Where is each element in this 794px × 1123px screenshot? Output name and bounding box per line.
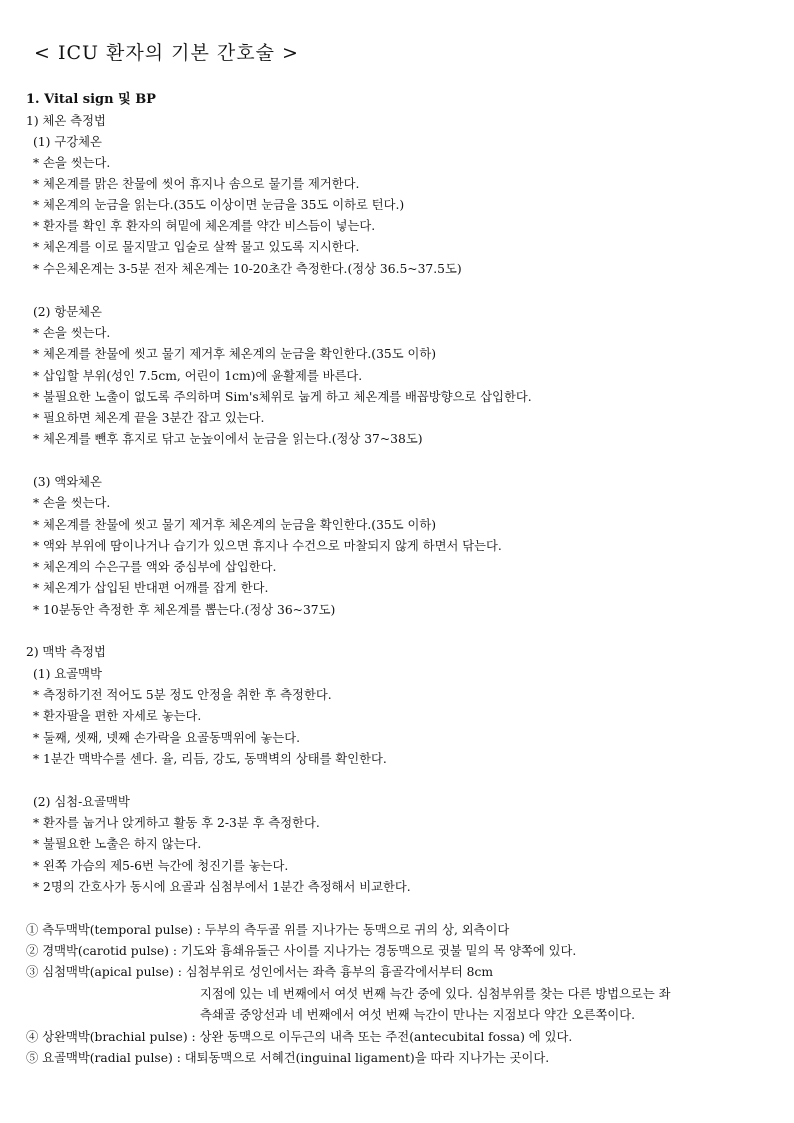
list-item: * 체온계의 수은구를 액와 중심부에 삽입한다. — [33, 560, 277, 574]
list-item: * 수은체온계는 3-5분 전자 체온계는 10-20초간 측정한다.(정상 36.5~37.5도) — [33, 262, 462, 276]
list-item: * 환자팔을 편한 자세로 놓는다. — [33, 709, 202, 723]
pulse-definition: ② 경맥박(carotid pulse) : 기도와 흉쇄유돌근 사이를 지나가는 경동맥으로 귓불 밑의 목 양쪽에 있다. — [26, 944, 577, 958]
list-item: * 불필요한 노출이 없도록 주의하며 Sim's체위로 눕게 하고 체온계를 배꼽방향으로 삽입한다. — [33, 390, 532, 404]
heading-apical-radial-pulse: (2) 심첨-요골맥박 — [33, 795, 130, 809]
list-item: * 1분간 맥박수를 센다. 율, 리듬, 강도, 동맥벽의 상태를 확인한다. — [33, 752, 387, 766]
heading-rectal-temperature: (2) 항문체온 — [33, 305, 102, 319]
list-item: * 체온계를 뺀후 휴지로 닦고 눈높이에서 눈금을 읽는다.(정상 37~38도) — [33, 432, 423, 446]
list-item: * 체온계를 찬물에 씻고 물기 제거후 체온계의 눈금을 확인한다.(35도 이하) — [33, 347, 437, 361]
pulse-definition: ⑤ 요골맥박(radial pulse) : 대퇴동맥으로 서혜건(inguinal ligament)을 따라 지나가는 곳이다. — [26, 1051, 550, 1065]
list-item: * 액와 부위에 땀이나거나 습기가 있으면 휴지나 수건으로 마찰되지 않게 하면서 닦는다. — [33, 539, 502, 553]
heading-oral-temperature: (1) 구강체온 — [33, 135, 102, 149]
pulse-definition: ① 측두맥박(temporal pulse) : 두부의 측두골 위를 지나가는 동맥으로 귀의 상, 외측이다 — [26, 923, 510, 937]
list-item: * 손을 씻는다. — [33, 496, 111, 510]
heading-radial-pulse: (1) 요골맥박 — [33, 667, 102, 681]
page-title: < ICU 환자의 기본 간호술 > — [34, 42, 299, 64]
list-item: * 환자를 확인 후 환자의 혀밑에 체온계를 약간 비스듬이 넣는다. — [33, 219, 376, 233]
list-item: * 환자를 눕거나 앉게하고 활동 후 2-3분 후 측정한다. — [33, 816, 320, 830]
list-item: * 체온계가 삽입된 반대편 어깨를 잡게 한다. — [33, 581, 269, 595]
heading-axillary-temperature: (3) 액와체온 — [33, 475, 102, 489]
list-item: * 2명의 간호사가 동시에 요골과 심첨부에서 1분간 측정해서 비교한다. — [33, 880, 411, 894]
list-item: * 불필요한 노출은 하지 않는다. — [33, 837, 202, 851]
list-item: * 체온계의 눈금을 읽는다.(35도 이상이면 눈금을 35도 이하로 턴다.) — [33, 198, 405, 212]
pulse-definition-continuation: 지점에 있는 네 번째에서 여섯 번째 늑간 중에 있다. 심첨부위를 찾는 다른 방법으로는 좌 — [200, 987, 671, 1001]
subsection-heading-pulse: 2) 맥박 측정법 — [26, 645, 106, 659]
list-item: * 손을 씻는다. — [33, 326, 111, 340]
pulse-definition: ③ 심첨맥박(apical pulse) : 심첨부위로 성인에서는 좌측 흉부의 흉골각에서부터 8cm — [26, 965, 494, 979]
list-item: * 측정하기전 적어도 5분 정도 안정을 취한 후 측정한다. — [33, 688, 332, 702]
pulse-definition: ④ 상완맥박(brachial pulse) : 상완 동맥으로 이두근의 내측 또는 주전(antecubital fossa) 에 있다. — [26, 1030, 573, 1044]
section-heading-vital-sign: 1. Vital sign 및 BP — [26, 92, 156, 107]
list-item: * 필요하면 체온계 끝을 3분간 잡고 있는다. — [33, 411, 265, 425]
subsection-heading-temperature: 1) 체온 측정법 — [26, 114, 106, 128]
list-item: * 체온계를 찬물에 씻고 물기 제거후 체온계의 눈금을 확인한다.(35도 이하) — [33, 518, 437, 532]
list-item: * 체온계를 이로 물지말고 입술로 살짝 물고 있도록 지시한다. — [33, 240, 360, 254]
list-item: * 왼쪽 가슴의 제5-6번 늑간에 청진기를 놓는다. — [33, 859, 289, 873]
list-item: * 삽입할 부위(성인 7.5cm, 어린이 1cm)에 윤활제를 바른다. — [33, 369, 363, 383]
pulse-definition-continuation: 측쇄골 중앙선과 네 번째에서 여섯 번째 늑간이 만나는 지점보다 약간 오른쪽이다. — [200, 1008, 635, 1022]
list-item: * 손을 씻는다. — [33, 156, 111, 170]
list-item: * 10분동안 측정한 후 체온계를 뽑는다.(정상 36~37도) — [33, 603, 336, 617]
list-item: * 둘째, 셋째, 넷째 손가락을 요골동맥위에 놓는다. — [33, 731, 301, 745]
list-item: * 체온계를 맑은 찬물에 씻어 휴지나 솜으로 물기를 제거한다. — [33, 177, 360, 191]
